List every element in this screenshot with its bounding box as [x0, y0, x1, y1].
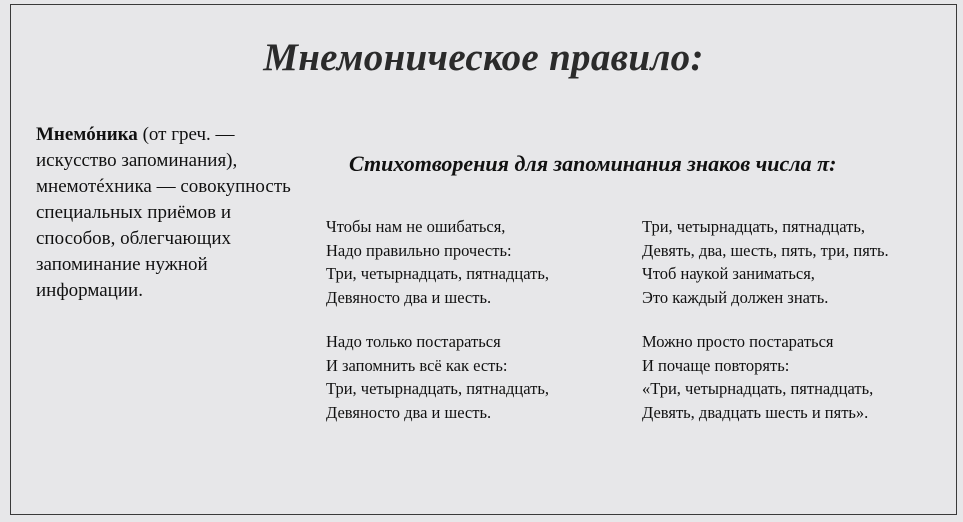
poem-line: Девять, двадцать шесть и пять». — [642, 402, 869, 422]
poem-stanza-1 — [326, 215, 549, 309]
poem-stanza-2 — [326, 330, 549, 424]
slide — [10, 4, 957, 515]
poem-line: И запомнить всё как есть: — [326, 355, 508, 375]
slide-title: Мнемоническое правило: — [263, 36, 704, 79]
poem-line: Три, четырнадцать, пятнадцать, — [326, 379, 549, 398]
poem-line: Девяносто два и шесть. — [326, 402, 492, 422]
definition-text — [36, 122, 298, 304]
definition-term: Мнемóника — [36, 124, 138, 145]
poem-line: Чтоб наукой заниматься, — [642, 264, 815, 283]
poem-line: Девять, два, шесть, пять, три, пять. — [642, 240, 889, 260]
poem-line: Это каждый должен знать. — [642, 287, 829, 307]
poem-line: Надо только постараться — [326, 332, 501, 351]
poem-stanza-4 — [642, 330, 873, 424]
poem-line: Три, четырнадцать, пятнадцать, — [326, 264, 549, 283]
poems-subtitle: Стихотворения для запоминания знаков числа π: — [349, 151, 837, 176]
poem-line: «Три, четырнадцать, пятнадцать, — [642, 379, 874, 398]
poem-line: Девяносто два и шесть. — [326, 287, 492, 307]
poem-line: И почаще повторять: — [642, 355, 790, 375]
definition-body: (от греч. — искусство запоминания), мнемотéхника — совокупность специальных приёмов и способов, облегчающих запоминание нужной информации. — [36, 124, 291, 301]
poem-line: Надо правильно прочесть: — [326, 240, 512, 260]
poem-line: Чтобы нам не ошибаться, — [326, 217, 506, 236]
poem-stanza-3 — [642, 215, 889, 309]
poem-line: Три, четырнадцать, пятнадцать, — [642, 217, 865, 236]
poem-line: Можно просто постараться — [642, 332, 834, 351]
